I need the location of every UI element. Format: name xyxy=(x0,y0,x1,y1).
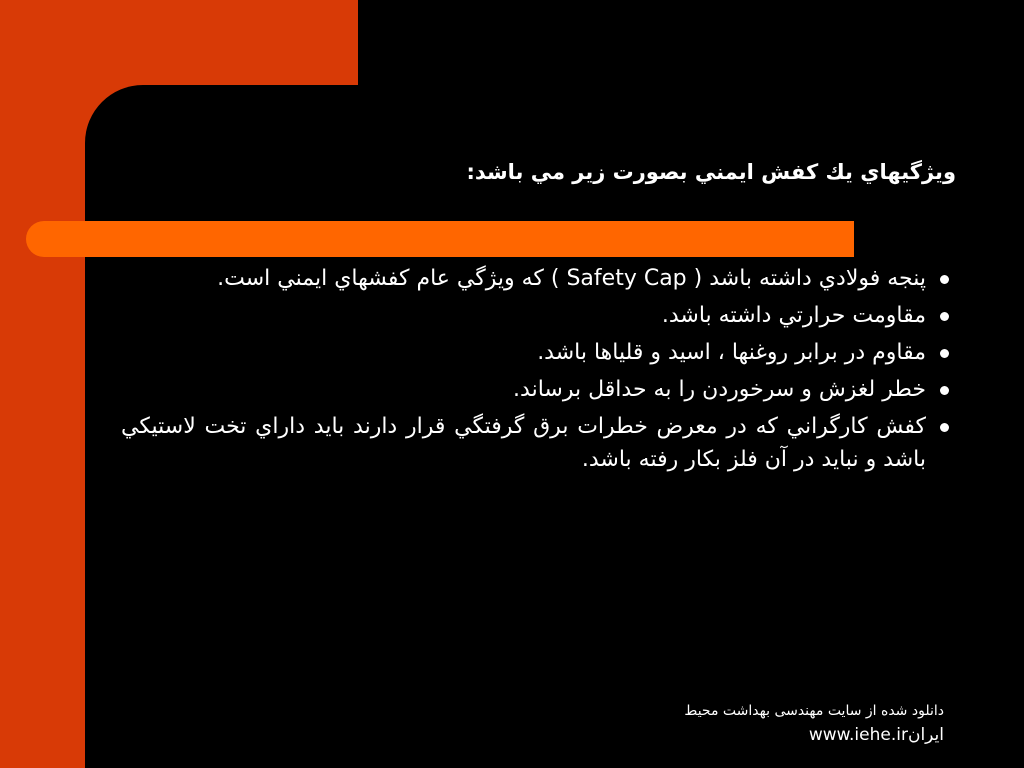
bullet-list xyxy=(121,262,949,480)
bullet-item xyxy=(121,410,949,476)
bullet-icon xyxy=(940,275,949,284)
footer-credit xyxy=(614,700,944,748)
bullet-item xyxy=(121,262,949,295)
bullet-item xyxy=(121,299,949,332)
footer-line-2: ایرانwww.iehe.ir xyxy=(808,725,944,745)
bullet-text: مقاومت حرارتي داشته باشد. xyxy=(661,303,926,328)
bullet-text: كفش كارگراني كه در معرض خطرات برق گرفتگي قرار دارند بايد داراي تخت لاستيكي باشد و نبايد در آن فلز بكار رفته باشد. xyxy=(121,414,926,472)
bullet-item xyxy=(121,373,949,406)
bullet-icon xyxy=(940,349,949,358)
bullet-item xyxy=(121,336,949,369)
bullet-text: مقاوم در برابر روغنها ، اسيد و قلياها باشد. xyxy=(537,340,926,365)
bullet-text: پنجه فولادي داشته باشد ( Safety Cap ) كه ويژگي عام كفشهاي ايمني است. xyxy=(217,266,926,291)
accent-bar xyxy=(26,221,854,257)
bullet-icon xyxy=(940,386,949,395)
bullet-icon xyxy=(940,312,949,321)
bullet-icon xyxy=(940,423,949,432)
bullet-text: خطر لغزش و سرخوردن را به حداقل برساند. xyxy=(513,377,926,402)
footer-line-1: دانلود شده از سایت مهندسی بهداشت محیط xyxy=(684,703,944,719)
slide-title: ويژگيهاي يك كفش ايمني بصورت زير مي باشد: xyxy=(466,160,956,184)
